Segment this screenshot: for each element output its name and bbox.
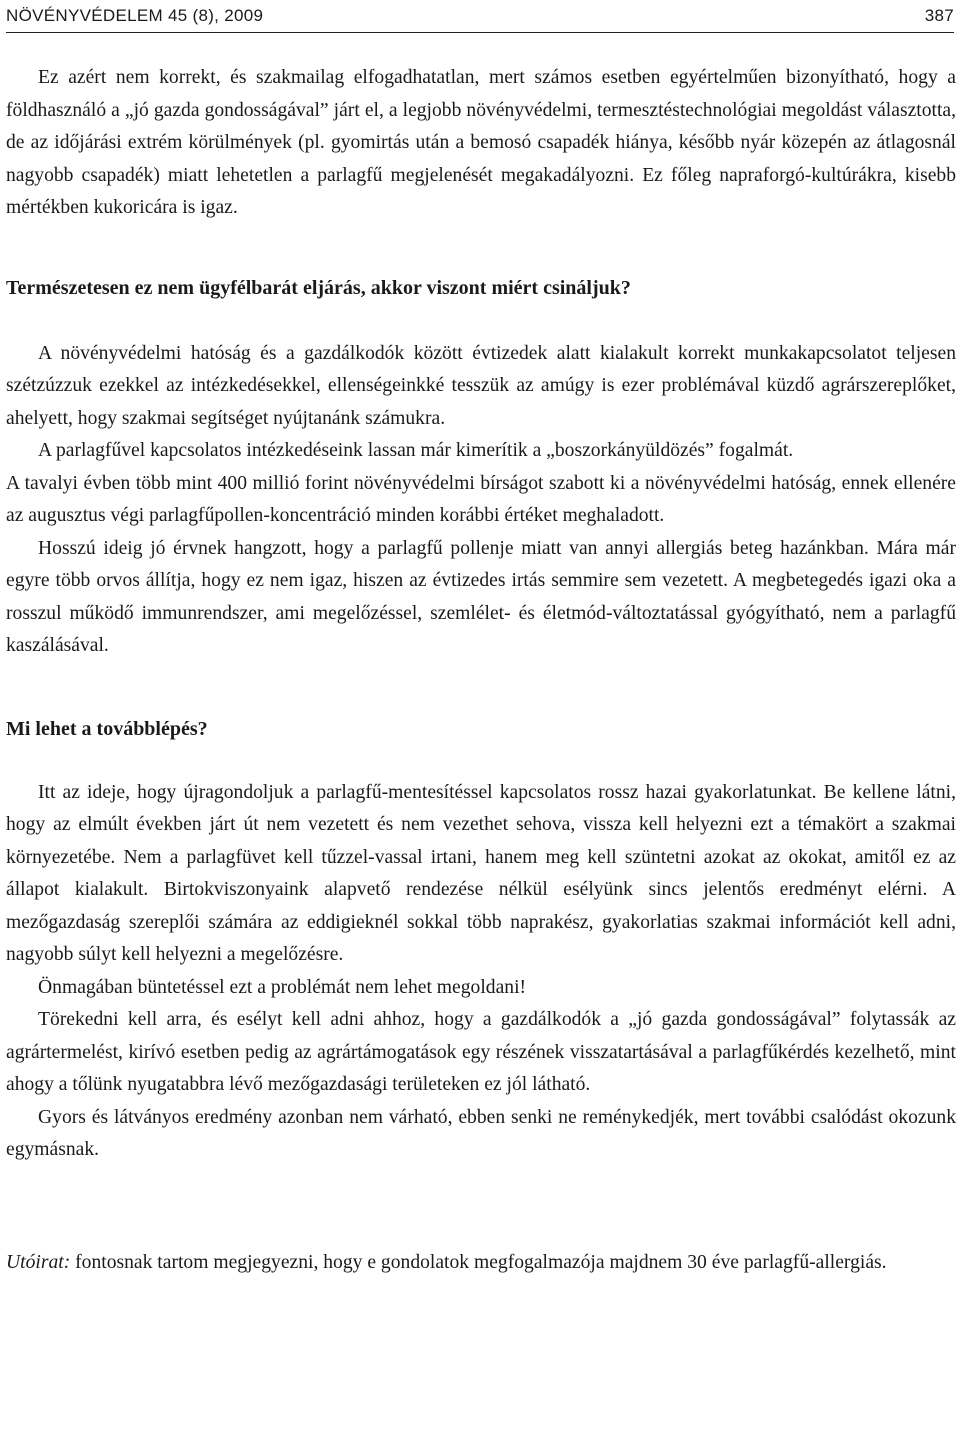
section2-paragraph-2: Önmagában büntetéssel ezt a problémát nem lehet megoldani! — [38, 976, 527, 998]
intro-paragraph: Ez azért nem korrekt, és szakmailag elfogadhatatlan, mert számos esetben egyértelműen bizonyítható, hogy a földhasználó a „jó gazda gondosságával” járt el, a legjobb növényvédelmi, termesztéstechnológiai megoldást választotta, de az időjárási extrém körülmények (pl. gyomirtás után a bemosó csapadék hiánya, később nyár közepén az átlagosnál nagyobb csapadék) miatt lehetetlen a parlagfű megjelenését megakadályozni. Ez főleg napraforgó-kultúrákra, kisebb mértékben kukoricára is igaz. — [6, 67, 956, 218]
section1-paragraph-1: A növényvédelmi hatóság és a gazdálkodók között évtizedek alatt kialakult korrekt munkakapcsolatot teljesen szétzúzzuk ezekkel az intézkedésekkel, ellenségeinkké tesszük az amúgy is ezer problémával küzdő agrárszereplőket, ahelyett, hogy szakmai segítséget nyújtanánk számukra. — [6, 342, 956, 429]
section1-paragraph-2: A parlagfűvel kapcsolatos intézkedéseink lassan már kimerítik a „boszorkányüldözés” fogalmát. — [38, 440, 794, 461]
page-number: 387 — [924, 6, 954, 25]
section-heading-why: Természetesen ez nem ügyfélbarát eljárás, akkor viszont miért csináljuk? — [6, 276, 631, 299]
article-body — [6, 62, 956, 1279]
section1-paragraph-4: Hosszú ideig jó érvnek hangzott, hogy a parlagfű pollenje miatt van annyi allergiás beteg hazánkban. Mára már egyre több orvos állítja, hogy ez nem igaz, hiszen az évtizedes irtás semmire sem vezetett. A megbetegedés igazi oka a rosszul működő immunrendszer, ami megelőzéssel, szemlélet- és életmód-változtatással gyógyítható, nem a parlagfű kaszálásával. — [6, 537, 956, 656]
section2-paragraph-1: Itt az ideje, hogy újragondoljuk a parlagfű-mentesítéssel kapcsolatos rossz hazai gyakorlatunkat. Be kellene látni, hogy az elmúlt években járt út nem vezetett és nem vezethet sehova, vissza kell helyezni ezt a témakört a szakmai környezetébe. Nem a parlagfüvet kell tűzzel-vassal irtani, hanem meg kell szüntetni azokat az okokat, amitől ez az állapot kialakult. Birtokviszonyaink alapvető rendezése nélkül esélyünk sincs jelentős eredményt elérni. A mezőgazdaság szereplői számára az eddigieknél sokkal több naprakész, gyakorlatias szakmai információt kell adni, nagyobb súlyt kell helyezni a megelőzésre. — [6, 781, 956, 965]
postscript-text: fontosnak tartom megjegyezni, hogy e gondolatok megfogalmazója majdnem 30 éve parlagfű-allergiás. — [70, 1251, 887, 1273]
section2-paragraph-4: Gyors és látványos eredmény azonban nem várható, ebben senki ne reménykedjék, mert további csalódást okozunk egymásnak. — [6, 1106, 956, 1160]
section1-paragraph-3: A tavalyi évben több mint 400 millió forint növényvédelmi bírságot szabott ki a növényvédelmi hatóság, ennek ellenére az augusztus végi parlagfűpollen-koncentráció minden korábbi értéket meghaladott. — [6, 472, 956, 526]
running-header — [6, 4, 954, 33]
journal-citation: NÖVÉNYVÉDELEM 45 (8), 2009 — [6, 6, 264, 25]
postscript-label: Utóirat: — [6, 1251, 71, 1273]
section2-paragraph-3: Törekedni kell arra, és esélyt kell adni ahhoz, hogy a gazdálkodók a „jó gazda gondosságával” folytassák az agrártermelést, kirívó esetben pedig az agrártámogatások egy részének visszatartásával a parlagfűkérdés kezelhető, mint ahogy a tőlünk nyugatabbra lévő mezőgazdasági területeken ez jól látható. — [6, 1009, 956, 1095]
postscript — [6, 1247, 956, 1280]
section-heading-next-step: Mi lehet a továbblépés? — [6, 717, 208, 740]
